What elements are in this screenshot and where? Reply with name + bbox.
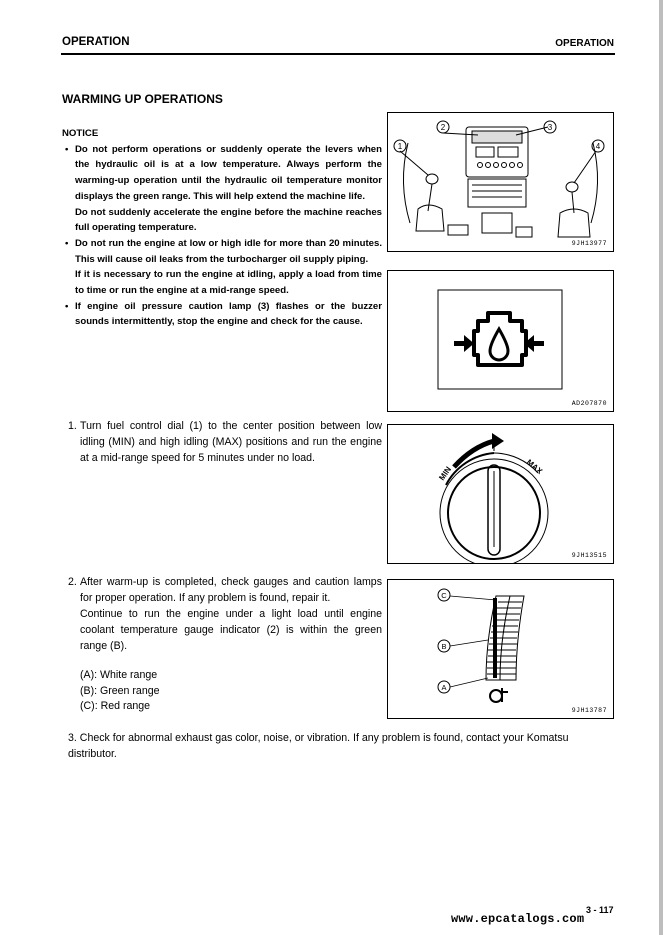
figure-oil-lamp	[387, 270, 614, 412]
step-text: Continue to run the engine under a light load until engine coolant temperature gauge indicator (2) is within the green range (B).	[80, 608, 382, 652]
figure-gauge	[387, 579, 614, 719]
step-number: 2.	[68, 576, 77, 588]
watermark: www.epcatalogs.com	[451, 912, 585, 926]
dial-min-label: MIN	[437, 464, 454, 483]
step-1	[68, 418, 382, 466]
header-rule	[61, 53, 615, 55]
step-number: 3.	[68, 732, 77, 744]
figure-code: 9JH13787	[571, 707, 607, 714]
figure-code: 9JH13977	[571, 240, 607, 247]
step-text: Check for abnormal exhaust gas color, noise, or vibration. If any problem is found, contact your Komatsu distributor.	[68, 732, 569, 760]
notice-sub: If it is necessary to run the engine at idling, apply a load from time to time or run the engine at a mid-range speed.	[75, 269, 382, 297]
notice-title: NOTICE	[62, 128, 99, 139]
notice-item: • If engine oil pressure caution lamp (3) flashes or the buzzer sounds intermittently, stop the engine and check for the cause.	[62, 299, 382, 330]
callout-b: B	[441, 642, 447, 651]
step-text: Turn fuel control dial (1) to the center position between low idling (MIN) and high idling (MAX) positions and run the engine at a mid-range speed for 5 minutes under no load.	[80, 420, 382, 464]
step-text: After warm-up is completed, check gauges and caution lamps for proper operation. If any problem is found, repair it.	[80, 576, 382, 604]
coolant-gauge-illustration	[388, 580, 613, 718]
notice-item: • Do not run the engine at low or high idle for more than 20 minutes. This will cause oil leaks from the turbocharger oil supply piping.	[62, 236, 382, 267]
figure-code: 9JH13515	[571, 552, 607, 559]
callout-a: A	[441, 683, 447, 692]
header-left-title: OPERATION	[62, 36, 130, 48]
step-number: 1.	[68, 420, 77, 432]
fuel-dial-illustration	[388, 425, 613, 563]
notice-block	[62, 126, 382, 330]
section-title: WARMING UP OPERATIONS	[62, 92, 223, 106]
legend-item: (C): Red range	[80, 700, 151, 712]
figure-dial	[387, 424, 614, 564]
dial-max-label: MAX	[524, 457, 545, 476]
step-2	[68, 574, 382, 654]
legend-item: (B): Green range	[80, 684, 160, 697]
page-number: 3 - 117	[586, 905, 614, 915]
callout-3: 3	[547, 123, 553, 132]
figure-cab	[387, 112, 614, 252]
page-edge	[659, 0, 663, 935]
legend-item: (A): White range	[80, 669, 158, 681]
header-right-title: OPERATION	[555, 38, 614, 49]
step-3	[68, 730, 616, 762]
callout-4: 4	[595, 142, 601, 151]
oil-pressure-lamp-illustration	[388, 271, 613, 411]
range-legend	[80, 668, 160, 715]
notice-item: • Do not perform operations or suddenly operate the levers when the hydraulic oil is at a low temperature. Always perform the warming-up operation until the hydraulic oil temperature monitor displays the green range. This will help extend the machine life.	[62, 142, 382, 205]
notice-sub: Do not suddenly accelerate the engine before the machine reaches full operating temperature.	[75, 206, 382, 234]
cab-illustration	[388, 113, 613, 251]
figure-code: AD207870	[571, 400, 607, 407]
callout-2: 2	[440, 123, 446, 132]
callout-1: 1	[397, 142, 403, 151]
callout-c: C	[441, 591, 447, 600]
